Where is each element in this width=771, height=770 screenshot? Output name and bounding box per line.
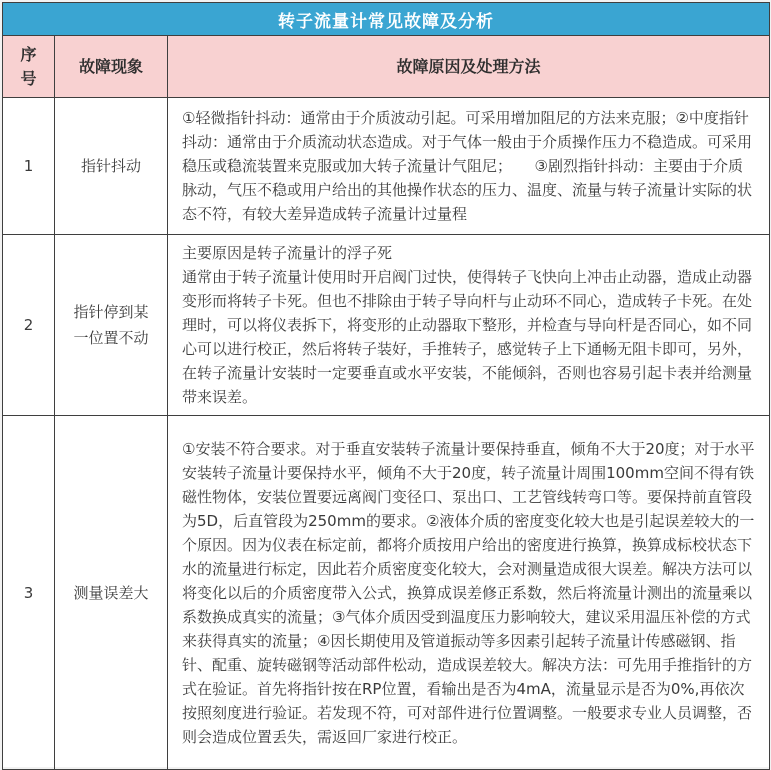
column-header-no: 序号 [3, 36, 55, 98]
fault-phenomenon: 指针停到某一位置不动 [55, 235, 168, 416]
fault-cause-paragraph: ①安装不符合要求。对于垂直安装转子流量计要保持垂直，倾角不大于20度；对于水平安装转子流量计要保持水平，倾角不大于20度，转子流量计周围100mm空间不得有铁磁性物体，安装位置要远离阀门变径口、泵出口、工艺管线转弯口等。要保持前直管段为5D，后直管段为250mm的要求。②液体介质的密度变化较大也是引起误差较大的一个原因。因为仪表在标定前，都将介质按用户给出的密度进行换算，换算成标校状态下水的流量进行标定，因此若介质密度变化较大，会对测量造成很大误差。解决方法可以将变化以后的介质密度带入公式，换算成误差修正系数，然后将流量计测出的流量乘以系数换成真实的流量；③气体介质因受到温度压力影响较大，建议采用温压补偿的方式来获得真实的流量；④因长期使用及管道振动等多因素引起转子流量计传感磁钢、指针、配重、旋转磁钢等活动部件松动，造成误差较大。解决方法：可先用手推指针的方式在验证。首先将指针按在RP位置，看输出是否为4mA，流量显示是否为0%,再依次按照刻度进行验证。若发现不符，可对部件进行位置调整。一般要求专业人员调整，否则会造成位置丢失，需返回厂家进行校正。 [182, 439, 755, 746]
fault-analysis-table [2, 2, 769, 767]
fault-cause-cell [168, 98, 770, 235]
fault-cause-cell [168, 235, 770, 416]
fault-cause-paragraph: 主要原因是转子流量计的浮子死 [182, 244, 393, 262]
column-header-cause: 故障原因及处理方法 [168, 36, 770, 98]
column-header-phenomenon: 故障现象 [55, 36, 168, 98]
fault-cause-paragraph: 通常由于转子流量计使用时开启阀门过快，使得转子飞快向上冲击止动器，造成止动器变形而将转子卡死。但也不排除由于转子导向杆与止动环不同心，造成转子卡死。在处理时，可以将仪表拆下，将变形的止动器取下整形，并检查与导向杆是否同心，如不同心可以进行校正，然后将转子装好，手推转子，感觉转子上下通畅无阻卡即可，另外，在转子流量计安装时一定要垂直或水平安装，不能倾斜，否则也容易引起卡表并给测量带来误差。 [182, 268, 753, 406]
table-row [3, 416, 770, 770]
fault-phenomenon: 测量误差大 [55, 416, 168, 770]
table-title: 转子流量计常见故障及分析 [3, 3, 770, 36]
table-row [3, 235, 770, 416]
table-row [3, 98, 770, 235]
title-row [3, 3, 770, 36]
row-number: 2 [3, 235, 55, 416]
fault-cause-cell [168, 416, 770, 770]
row-number: 1 [3, 98, 55, 235]
header-row [3, 36, 770, 98]
fault-phenomenon: 指针抖动 [55, 98, 168, 235]
rotor-flowmeter-fault-table [2, 2, 770, 770]
fault-cause-paragraph: ①轻微指针抖动：通常由于介质波动引起。可采用增加阻尼的方法来克服；②中度指针抖动：通常由于介质流动状态造成。对于气体一般由于介质操作压力不稳造成。可采用稳压或稳流装置来克服或加大转子流量计气阻尼； ③剧烈指针抖动：主要由于介质脉动，气压不稳或用户给出的其他操作状态的压力、温度、流量与转子流量计实际的状态不符，有较大差异造成转子流量计过量程 [182, 109, 753, 223]
row-number: 3 [3, 416, 55, 770]
